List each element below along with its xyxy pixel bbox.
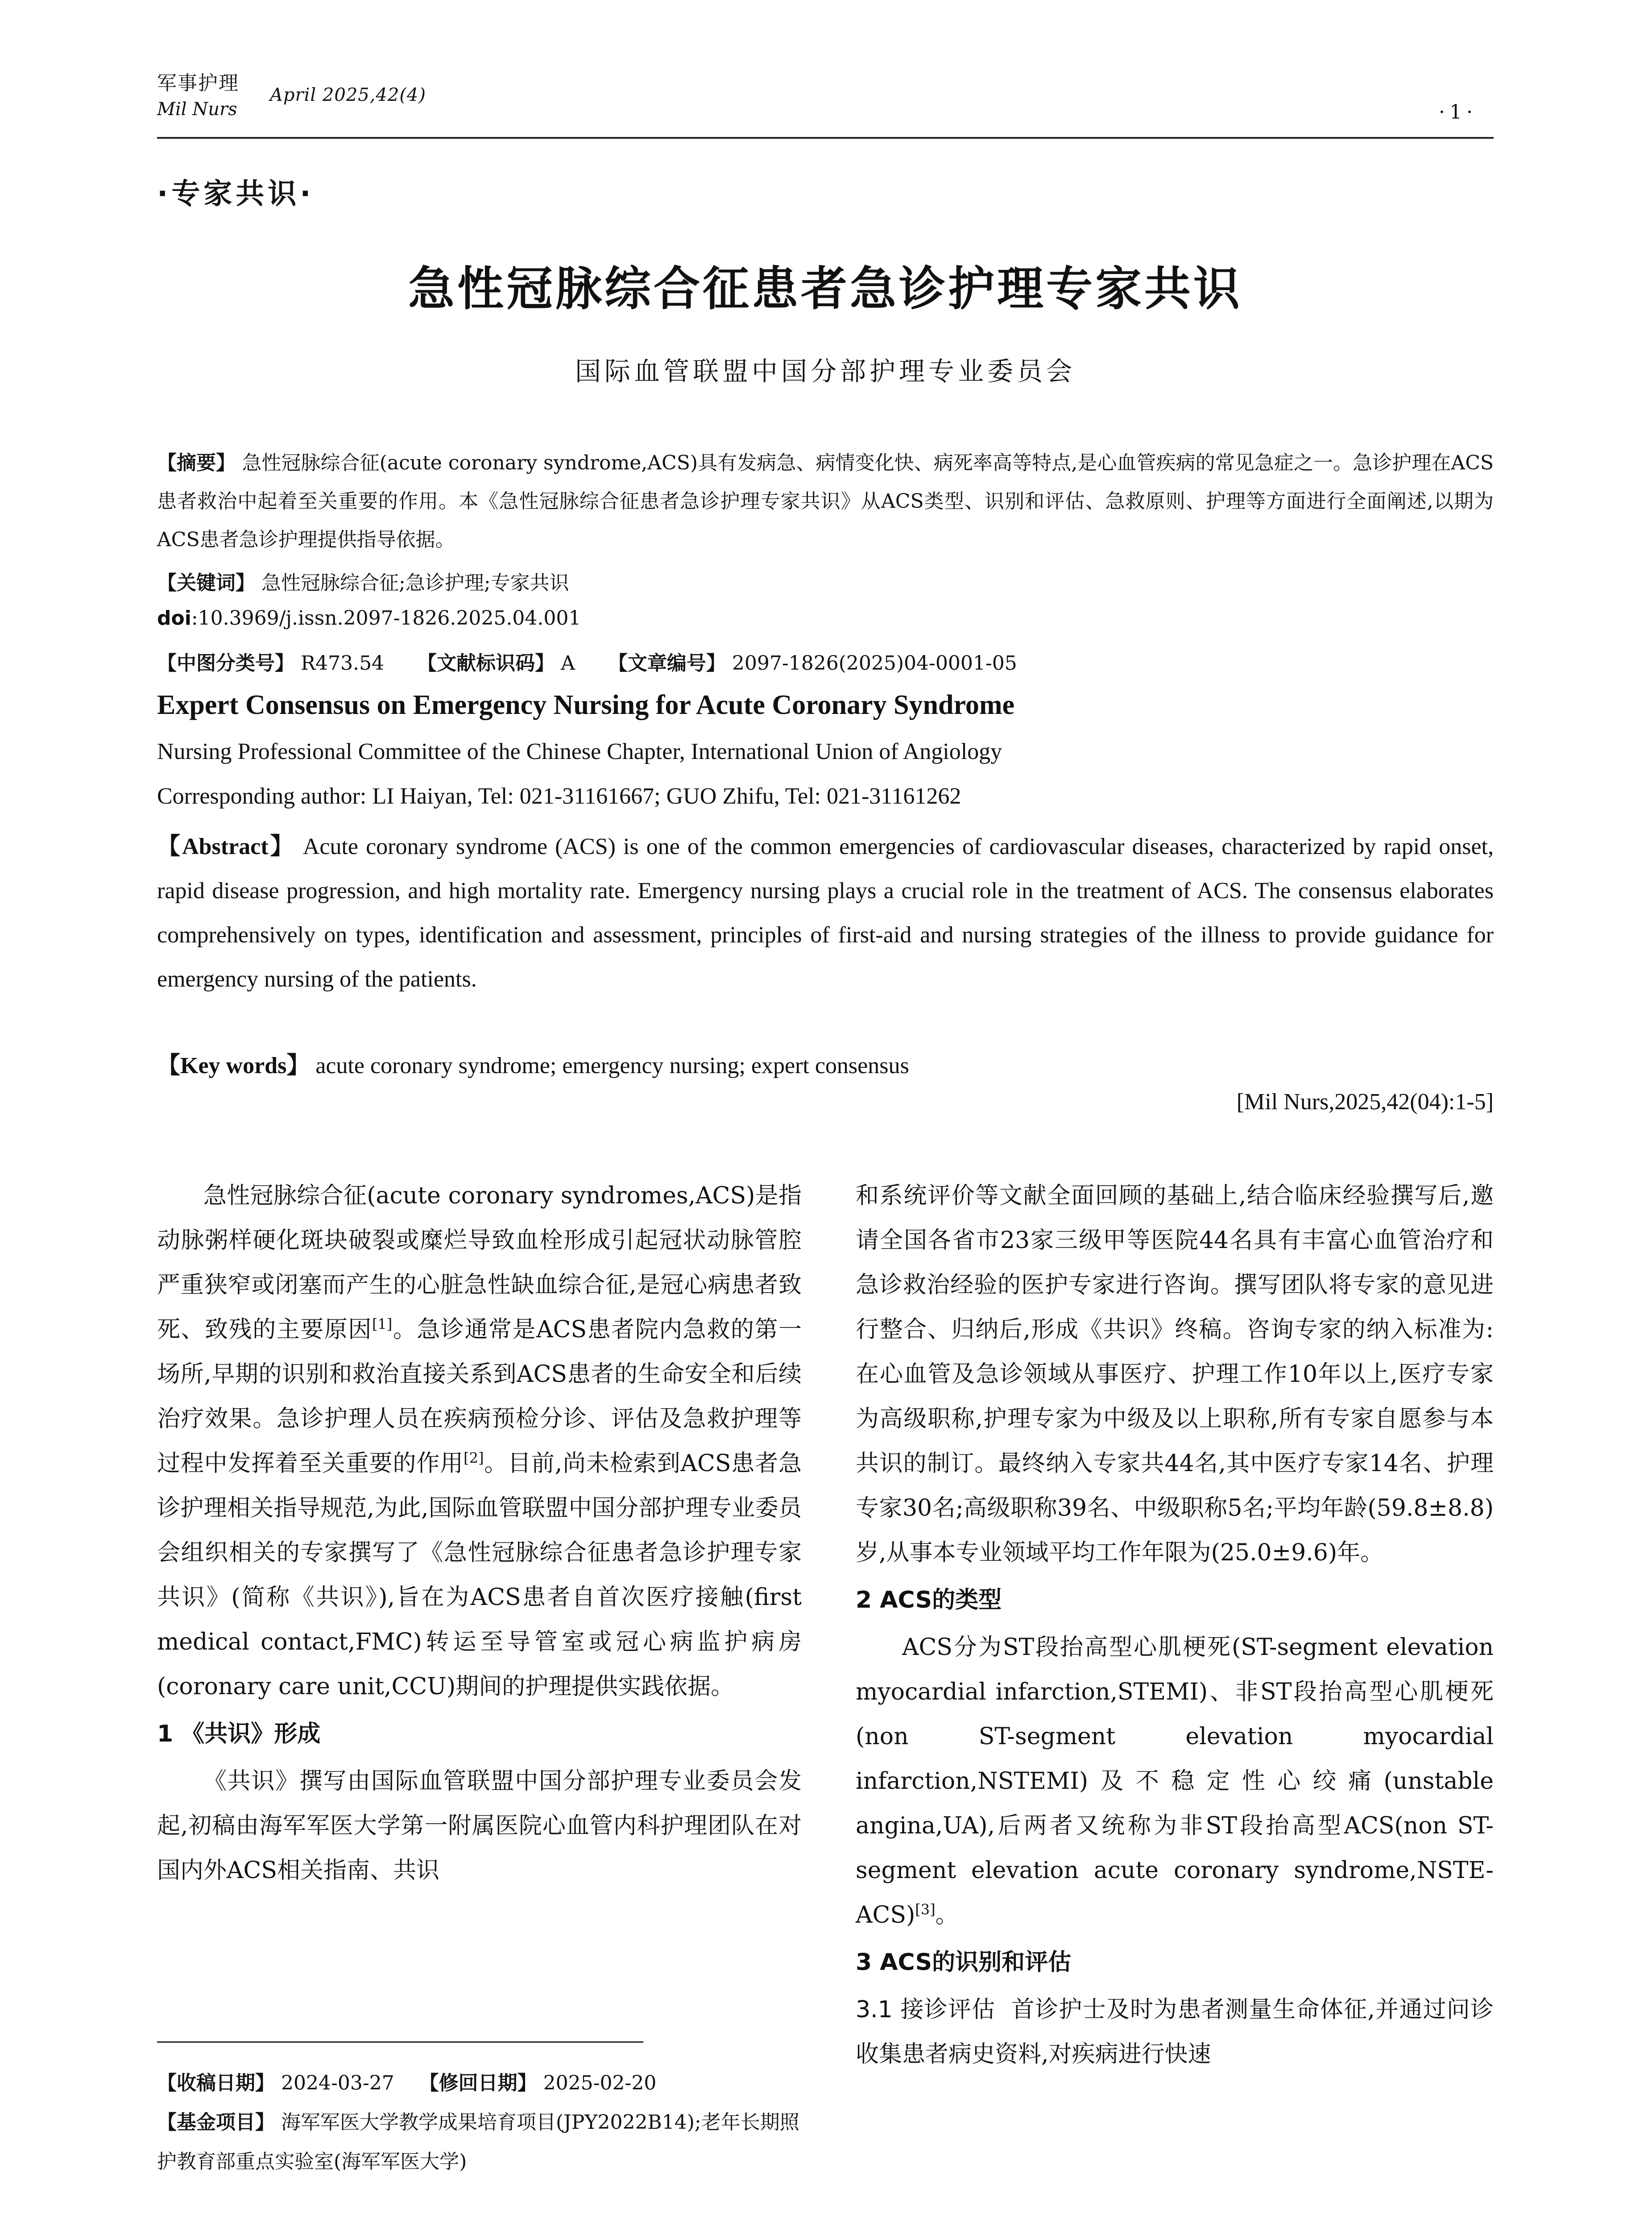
keywords-cn [157, 567, 569, 595]
article-no-value: 2097-1826(2025)04-0001-05 [732, 652, 1017, 675]
paper-title: 急性冠脉综合征患者急诊护理专家共识 [408, 261, 1242, 316]
intro-paragraph [157, 1174, 802, 1709]
section-1-heading: 1 《共识》形成 [157, 1721, 321, 1747]
english-authors: Nursing Professional Committee of the Chinese Chapter, International Union of Angiology [157, 739, 1002, 764]
english-title: Expert Consensus on Emergency Nursing for Acute Coronary Syndrome [157, 690, 1015, 720]
journal-name-en: Mil Nurs [157, 99, 237, 120]
abstract-en-text: Acute coronary syndrome (ACS) is one of the common emergencies of cardiovascular diseases, characterized by rapid onset, rapid disease progression, and high mortality rate. Emergency nursing plays a crucial role in the treatment of ACS. The consensus elaborates comprehensively on types, identification and assessment, principles of first-aid and nursing strategies of the illness to provide guidance for emergency nursing of the patients. [157, 834, 1494, 992]
issue-info: April 2025,42(4) [270, 85, 426, 105]
intro-text-1: 急性冠脉综合征(acute coronary syndromes,ACS)是指动脉粥样硬化斑块破裂或糜烂导致血栓形成引起冠状动脉管腔严重狭窄或闭塞而产生的心脏急性缺血综合征,是冠心病患者致死、致残的主要原因 [157, 1182, 802, 1343]
section-2-paragraph [856, 1625, 1494, 1937]
revised-date: 2025-02-20 [543, 2072, 657, 2094]
doi-label: doi [157, 607, 191, 630]
section-1-text: 《共识》撰写由国际血管联盟中国分部护理专业委员会发起,初稿由海军军医大学第一附属医院心血管内科护理团队在对国内外ACS相关指南、共识 [157, 1768, 802, 1884]
footnote-divider [157, 2041, 643, 2043]
citation: [Mil Nurs,2025,42(04):1-5] [1236, 1089, 1494, 1115]
section-2-end: 。 [935, 1902, 959, 1928]
intro-text-2: 。急诊通常是ACS患者院内急救的第一场所,早期的识别和救治直接关系到ACS患者的生命安全和后续治疗效果。急诊护理人员在疾病预检分诊、评估及急救护理等过程中发挥着至关重要的作用 [157, 1316, 802, 1477]
reference-2[interactable]: [2] [464, 1449, 484, 1467]
intro-text-3: 。目前,尚未检索到ACS患者急诊护理相关指导规范,为此,国际血管联盟中国分部护理专业委员会组织相关的专家撰写了《急性冠脉综合征患者急诊护理专家共识》(简称《共识》),旨在为ACS患者自首次医疗接触(first medical contact,FMC)转运至导管室或冠心病监护病房(coronary care unit,CCU)期间的护理提供实践依据。 [157, 1450, 802, 1700]
doc-code-label: 【文献标识码】 [417, 652, 555, 675]
keywords-en [157, 1046, 909, 1080]
page-number: ·1· [1439, 101, 1477, 124]
keywords-cn-text: 急性冠脉综合征;急诊护理;专家共识 [261, 572, 569, 594]
clc-value: R473.54 [301, 652, 385, 675]
article-no-label: 【文章编号】 [608, 652, 726, 675]
section-3-1-paragraph [856, 1987, 1494, 2077]
footnote [157, 2064, 802, 2181]
section-3-heading: 3 ACS的识别和评估 [856, 1949, 1072, 1976]
abstract-en [157, 825, 1494, 1001]
dates-line [157, 2064, 802, 2103]
fund-line [157, 2103, 802, 2181]
column-label: ·专家共识· [157, 178, 315, 211]
classification-line [157, 647, 1017, 676]
body-right-column [856, 1174, 1494, 2077]
author-group: 国际血管联盟中国分部护理专业委员会 [575, 356, 1076, 386]
journal-name-cn: 军事护理 [157, 72, 239, 95]
right-paragraph-1: 和系统评价等文献全面回顾的基础上,结合临床经验撰写后,邀请全国各省市23家三级甲等医院44名具有丰富心血管治疗和急诊救治经验的医护专家进行咨询。撰写团队将专家的意见进行整合、归纳后,形成《共识》终稿。咨询专家的纳入标准为:在心血管及急诊领域从事医疗、护理工作10年以上,医疗专家为高级职称,护理专家为中级及以上职称,所有专家自愿参与本共识的制订。最终纳入专家共44名,其中医疗专家14名、护理专家30名;高级职称39名、中级职称5名;平均年龄(59.8±8.8)岁,从事本专业领域平均工作年限为(25.0±9.6)年。 [856, 1182, 1494, 1566]
corresponding-author: Corresponding author: LI Haiyan, Tel: 021-31161667; GUO Zhifu, Tel: 021-31161262 [157, 784, 961, 809]
fund-text: 海军军医大学教学成果培育项目(JPY2022B14);老年长期照护教育部重点实验室(海军军医大学) [157, 2111, 799, 2173]
section-2-heading: 2 ACS的类型 [856, 1587, 1002, 1613]
doi [157, 607, 581, 630]
doc-code-value: A [561, 652, 575, 675]
abstract-cn-text: 急性冠脉综合征(acute coronary syndrome,ACS)具有发病急、病情变化快、病死率高等特点,是心血管疾病的常见急症之一。急诊护理在ACS患者救治中起着至关重要的作用。本《急性冠脉综合征患者急诊护理专家共识》从ACS类型、识别和评估、急救原则、护理等方面进行全面阐述,以期为ACS患者急诊护理提供指导依据。 [157, 452, 1494, 551]
received-date: 2024-03-27 [281, 2072, 394, 2094]
doi-text: :10.3969/j.issn.2097-1826.2025.04.001 [191, 607, 581, 630]
keywords-cn-label: 【关键词】 [157, 572, 255, 594]
keywords-en-text: acute coronary syndrome; emergency nursing; expert consensus [315, 1053, 909, 1078]
clc-label: 【中图分类号】 [157, 652, 294, 675]
fund-label: 【基金项目】 [157, 2111, 275, 2134]
section-3-1-text: 首诊护士及时为患者测量生命体征,并通过问诊收集患者病史资料,对疾病进行快速 [856, 1996, 1494, 2068]
section-3-1-label: 3.1 接诊评估 [856, 1996, 996, 2023]
abstract-cn-label: 【摘要】 [157, 452, 236, 474]
abstract-en-label: 【Abstract】 [157, 834, 295, 859]
revised-label: 【修回日期】 [419, 2072, 537, 2094]
received-label: 【收稿日期】 [157, 2072, 275, 2094]
keywords-en-label: 【Key words】 [157, 1053, 310, 1078]
reference-3[interactable]: [3] [915, 1901, 936, 1918]
abstract-cn [157, 444, 1494, 559]
header-divider [157, 137, 1494, 139]
reference-1[interactable]: [1] [372, 1315, 393, 1333]
section-2-text: ACS分为ST段抬高型心肌梗死(ST-segment elevation myocardial infarction,STEMI)、非ST段抬高型心肌梗死(non ST-segment elevation myocardial infarction,NSTEMI)及不稳定性心绞痛(unstable angina,UA),后两者又统称为非ST段抬高型ACS(non ST-segment elevation acute coronary syndrome,NSTE-ACS) [856, 1634, 1494, 1928]
body-left-column [157, 1174, 802, 1893]
